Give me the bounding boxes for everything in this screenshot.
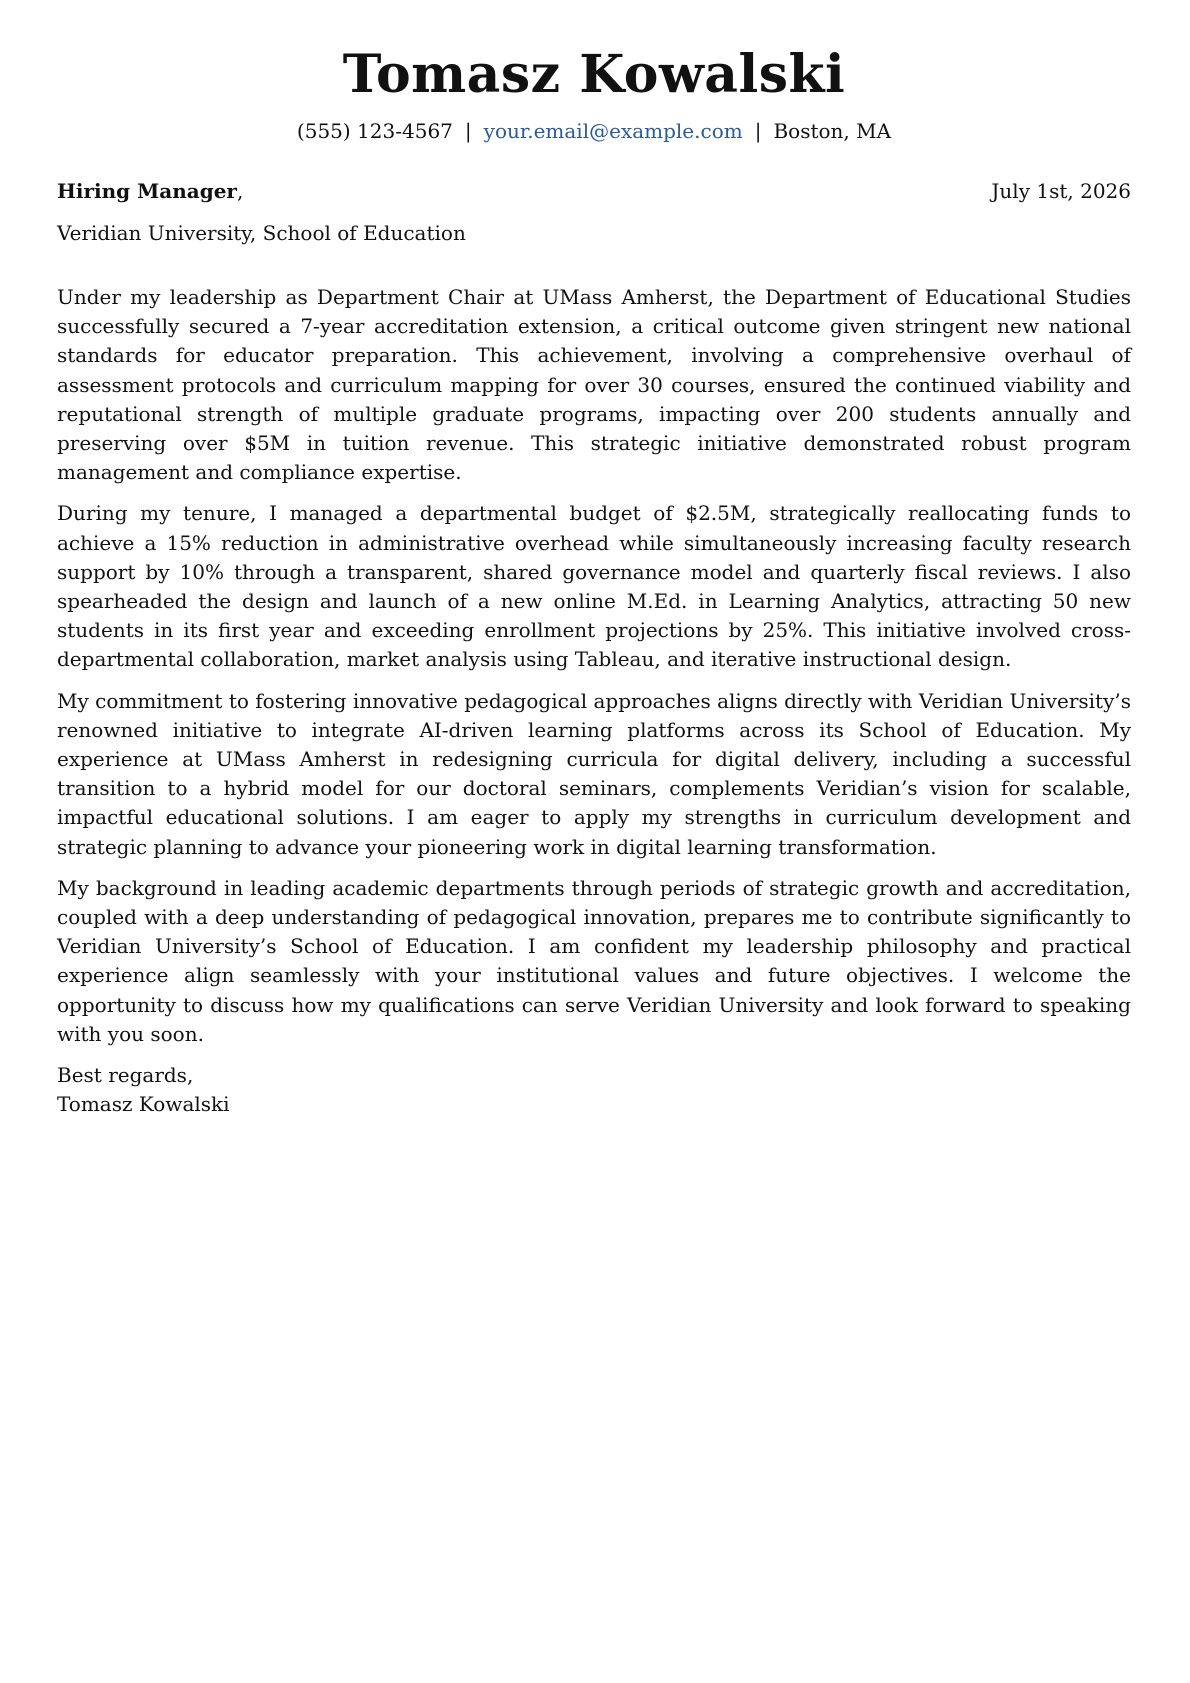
location: Boston, MA	[773, 119, 892, 143]
signature-name: Tomasz Kowalski	[57, 1092, 230, 1117]
recipient-salutation	[57, 178, 243, 204]
contact-separator: |	[754, 119, 762, 143]
contact-line	[57, 118, 1131, 144]
recipient-name: Hiring Manager	[57, 179, 237, 203]
closing-salutation: Best regards,	[57, 1063, 194, 1088]
body-paragraph: My commitment to fostering innovative pedagogical approaches aligns directly with Veridian University’s renowned initiative to integrate AI-driven learning platforms across its School of Education. My experience at UMass Amherst in redesigning curricula for digital delivery, including a successful transition to a hybrid model for our doctoral seminars, complements Veridian’s vision for scalable, impactful educational solutions. I am eager to apply my strengths in curriculum development and strategic planning to advance your pioneering work in digital learning transformation.	[57, 688, 1131, 859]
cover-letter-page	[57, 0, 1131, 1683]
body-paragraph: My background in leading academic departments through periods of strategic growth and accreditation, coupled with a deep understanding of pedagogical innovation, prepares me to contribute significantly to Veridian University’s School of Education. I am confident my leadership philosophy and practical experience align seamlessly with your institutional values and future objectives. I welcome the opportunity to discuss how my qualifications can serve Veridian University and look forward to speaking with you soon.	[57, 875, 1131, 1046]
recipient-row	[57, 178, 1131, 204]
letter-body	[57, 283, 1131, 1119]
recipient-name-suffix: ,	[236, 179, 244, 203]
letter-header	[57, 42, 1131, 144]
letter-date: July 1st, 2026	[991, 179, 1131, 203]
body-paragraph: During my tenure, I managed a departmental budget of $2.5M, strategically reallocating funds to achieve a 15% reduction in administrative overhead while simultaneously increasing faculty research support by 10% through a transparent, shared governance model and quarterly fiscal reviews. I also spearheaded the design and launch of a new online M.Ed. in Learning Analytics, attracting 50 new students in its first year and exceeding enrollment projections by 25%. This initiative involved cross-departmental collaboration, market analysis using Tableau, and iterative instructional design.	[57, 501, 1131, 672]
recipient-organization: Veridian University, School of Education	[57, 221, 466, 245]
body-paragraph: Under my leadership as Department Chair at UMass Amherst, the Department of Educational Studies successfully secured a 7-year accreditation extension, a critical outcome given stringent new national standards for educator preparation. This achievement, involving a comprehensive overhaul of assessment protocols and curriculum mapping for over 30 courses, ensured the continued viability and reputational strength of multiple graduate programs, impacting over 200 students annually and preserving over $5M in tuition revenue. This strategic initiative demonstrated robust program management and compliance expertise.	[57, 285, 1131, 485]
applicant-name: Tomasz Kowalski	[342, 44, 846, 105]
contact-separator: |	[464, 119, 472, 143]
phone-number: (555) 123-4567	[296, 119, 453, 143]
letter-closing	[57, 1061, 1131, 1119]
email-link[interactable]: your.email@example.com	[483, 119, 743, 143]
